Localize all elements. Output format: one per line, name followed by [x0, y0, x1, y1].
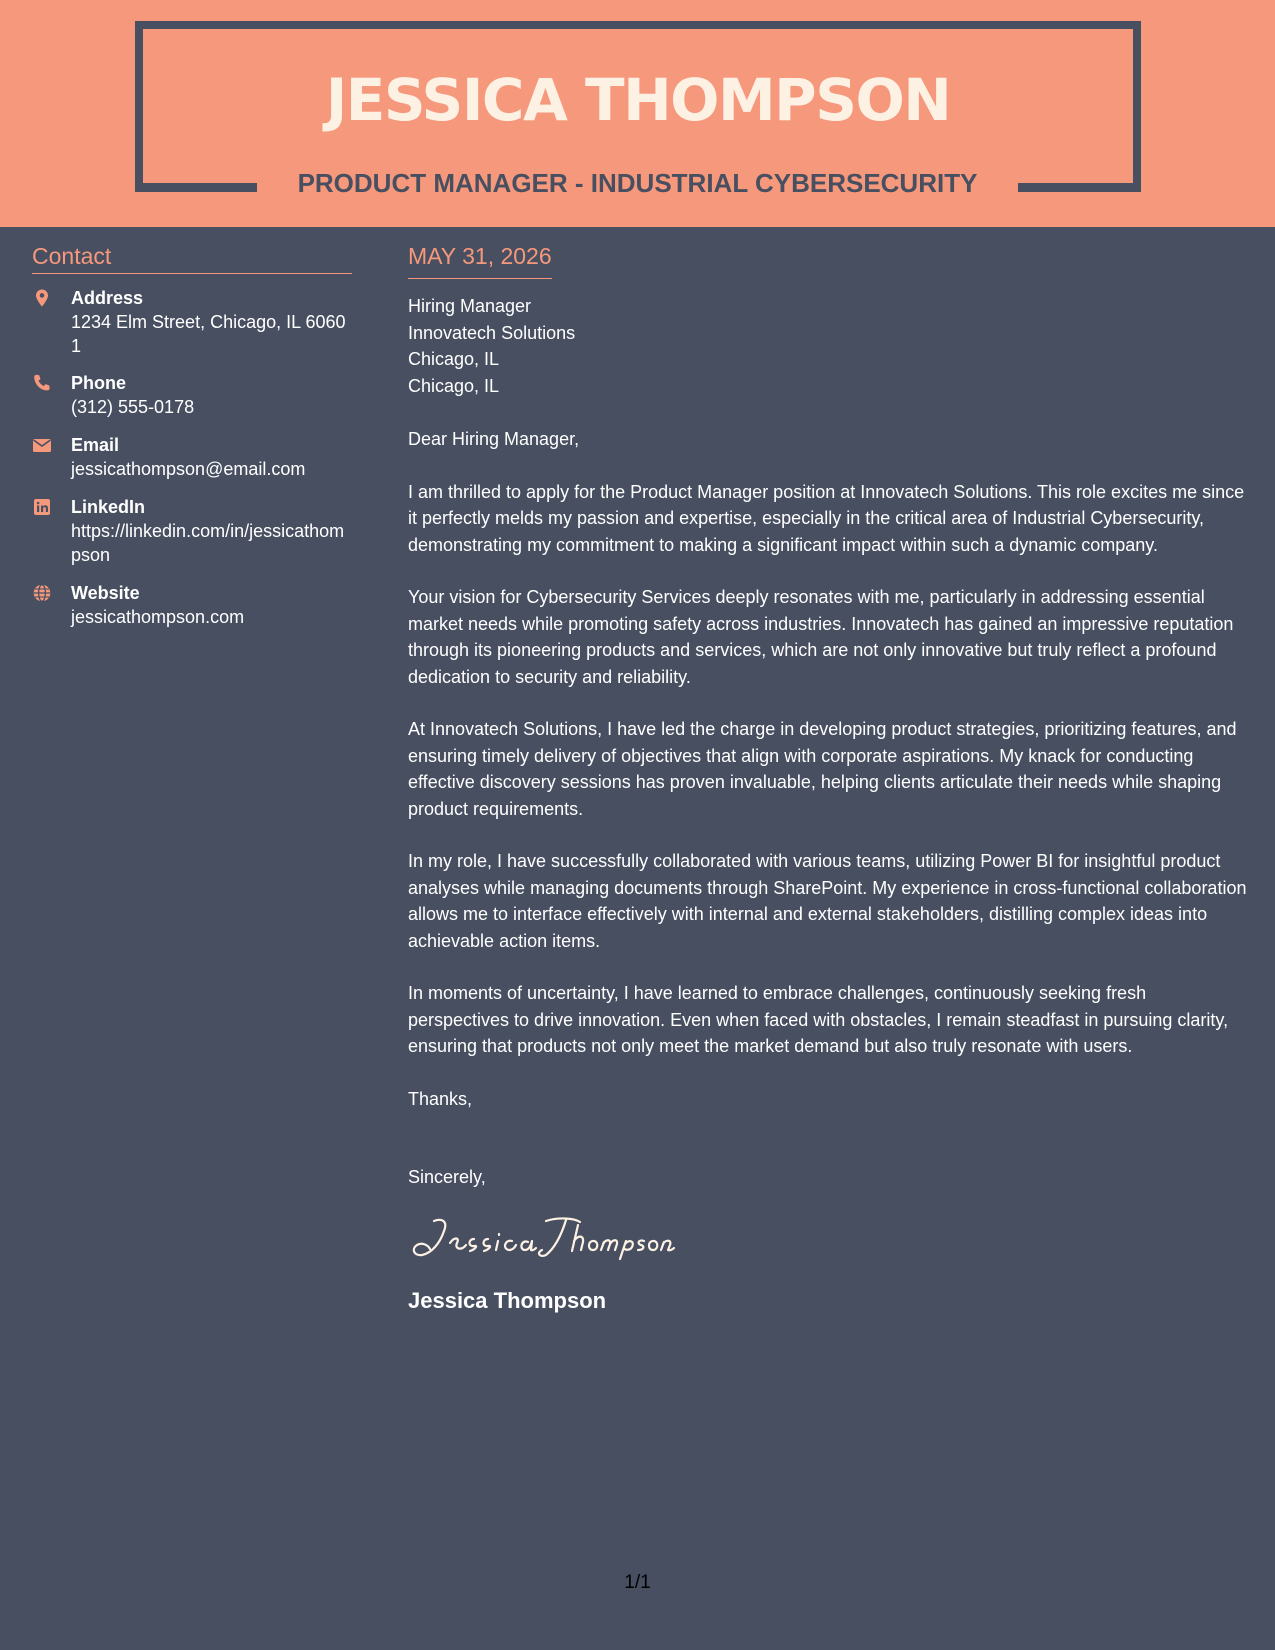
salutation: Dear Hiring Manager,	[408, 429, 580, 449]
recipient-line: Hiring Manager	[408, 296, 532, 316]
letter-body	[408, 240, 1248, 1316]
contact-sidebar	[32, 240, 352, 629]
page-number: 1/1	[624, 1572, 651, 1593]
job-title: PRODUCT MANAGER - INDUSTRIAL CYBERSECURITY	[297, 168, 978, 198]
body-paragraph: I am thrilled to apply for the Product Manager position at Innovatech Solutions. This role excites me since it perfectly melds my passion and expertise, especially in the critical area of Industrial Cybersecurity, demonstrating my commitment to making a significant impact within such a dynamic company.	[408, 481, 1245, 555]
envelope-icon	[32, 435, 52, 455]
contact-item-linkedin	[32, 495, 352, 567]
signoff-line: Sincerely,	[408, 1167, 486, 1187]
frame-border-bottom-right	[1018, 183, 1141, 192]
body-paragraph: At Innovatech Solutions, I have led the charge in developing product strategies, prioritizing features, and ensuring timely delivery of objectives that align with corporate aspirations. My knack for conducting effective discovery sessions has proven invaluable, helping clients articulate their needs while shaping product requirements.	[408, 719, 1237, 819]
body-paragraph: In my role, I have successfully collaborated with various teams, utilizing Power BI for insightful product analyses while managing documents through SharePoint. My experience in cross-functional collaboration allows me to interface effectively with internal and external stakeholders, distilling complex ideas into achievable action items.	[408, 851, 1247, 951]
contact-item-website	[32, 581, 352, 629]
recipient-line: Chicago, IL	[408, 349, 500, 369]
letter-date: MAY 31, 2026	[408, 240, 552, 279]
recipient-line: Innovatech Solutions	[408, 322, 576, 343]
contact-label: LinkedIn	[71, 497, 146, 517]
map-pin-icon	[32, 288, 52, 308]
contact-heading: Contact	[32, 240, 352, 274]
signer-name: Jessica Thompson	[408, 1287, 607, 1313]
body-paragraph: Your vision for Cybersecurity Services deeply resonates with me, particularly in addressing essential market needs while promoting safety across industries. Innovatech has gained an impressive reputation through its pioneering products and services, which are not only innovative but truly reflect a profound dedication to security and reliability.	[408, 587, 1234, 687]
frame-border-left	[135, 21, 143, 192]
contact-item-email	[32, 433, 352, 481]
globe-icon	[32, 583, 52, 603]
closing-line: Thanks,	[408, 1088, 473, 1109]
contact-value: (312) 555-0178	[71, 397, 195, 417]
linkedin-icon	[32, 497, 52, 517]
contact-label: Address	[71, 288, 144, 308]
body-paragraph: In moments of uncertainty, I have learned to embrace challenges, continuously seeking fresh perspectives to drive innovation. Even when faced with obstacles, I remain steadfast in pursuing clarity, ensuring that products not only meet the market demand but also truly resonate with users.	[408, 983, 1229, 1056]
contact-value: https://linkedin.com/in/jessicathompson	[71, 521, 345, 565]
contact-item-address	[32, 286, 352, 358]
recipient-line: Chicago, IL	[408, 375, 500, 396]
contact-label: Website	[71, 583, 140, 603]
contact-label: Email	[71, 435, 120, 455]
contact-label: Phone	[71, 373, 127, 393]
handwritten-signature	[408, 1213, 678, 1263]
contact-value: 1234 Elm Street, Chicago, IL 60601	[71, 312, 346, 356]
contact-item-phone	[32, 371, 352, 419]
header-banner	[0, 0, 1275, 227]
applicant-name: JESSICA THOMPSON	[325, 66, 951, 134]
contact-value: jessicathompson@email.com	[71, 459, 306, 479]
contact-value: jessicathompson.com	[71, 607, 245, 627]
frame-border-right	[1133, 21, 1141, 192]
recipient-block	[408, 293, 1248, 399]
phone-icon	[32, 373, 52, 393]
frame-border-bottom-left	[135, 183, 257, 192]
frame-border-top	[135, 21, 1141, 29]
